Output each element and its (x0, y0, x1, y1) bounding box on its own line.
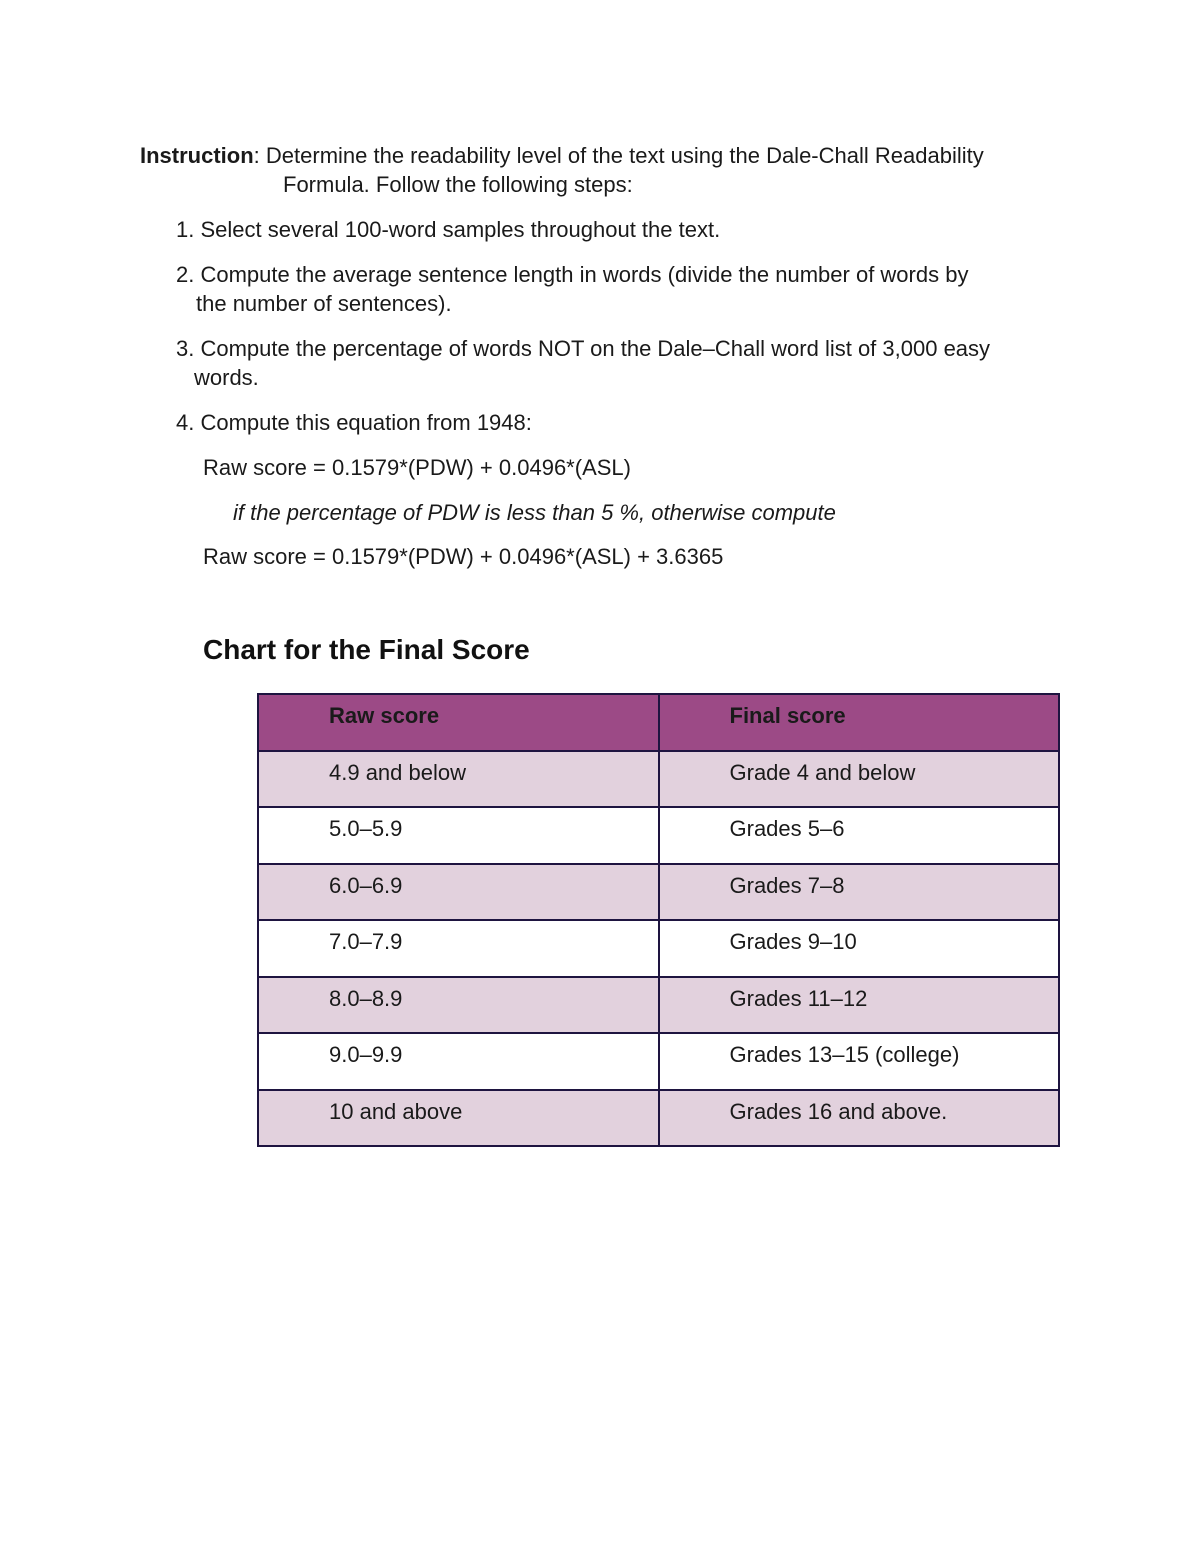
raw-score-cell: 4.9 and below (258, 751, 659, 808)
step-4: 4. Compute this equation from 1948: (176, 410, 532, 435)
table-row (258, 751, 1059, 808)
final-score-cell: Grade 4 and below (659, 751, 1060, 808)
table-row (258, 920, 1059, 977)
instruction-text-1: : Determine the readability level of the text using the Dale-Chall Readability (253, 143, 984, 168)
raw-score-cell: 10 and above (258, 1090, 659, 1147)
final-score-cell: Grades 5–6 (659, 807, 1060, 864)
header-raw-score: Raw score (258, 694, 659, 751)
table-row (258, 1090, 1059, 1147)
raw-score-cell: 7.0–7.9 (258, 920, 659, 977)
formula-condition: if the percentage of PDW is less than 5 %, otherwise compute (233, 500, 836, 525)
final-score-table (257, 693, 1060, 1147)
step-3-line-1: 3. Compute the percentage of words NOT on the Dale–Chall word list of 3,000 easy (176, 336, 991, 361)
instruction-line-2: Formula. Follow the following steps: (283, 172, 633, 197)
final-score-cell: Grades 16 and above. (659, 1090, 1060, 1147)
final-score-cell: Grades 7–8 (659, 864, 1060, 921)
instruction-line-1 (140, 142, 984, 170)
header-final-score: Final score (659, 694, 1060, 751)
final-score-cell: Grades 11–12 (659, 977, 1060, 1034)
formula-2: Raw score = 0.1579*(PDW) + 0.0496*(ASL) + 3.6365 (203, 544, 724, 569)
step-2-line-2: the number of sentences). (196, 291, 452, 316)
final-score-cell: Grades 9–10 (659, 920, 1060, 977)
step-1: 1. Select several 100-word samples throughout the text. (176, 217, 721, 242)
table-header-row (258, 694, 1059, 751)
raw-score-cell: 8.0–8.9 (258, 977, 659, 1034)
table-row (258, 977, 1059, 1034)
instruction-label: Instruction (140, 143, 254, 168)
table-row (258, 1033, 1059, 1090)
chart-title: Chart for the Final Score (203, 634, 530, 665)
raw-score-cell: 5.0–5.9 (258, 807, 659, 864)
formula-1: Raw score = 0.1579*(PDW) + 0.0496*(ASL) (203, 455, 631, 480)
step-2-line-1: 2. Compute the average sentence length in words (divide the number of words by (176, 262, 969, 287)
raw-score-cell: 6.0–6.9 (258, 864, 659, 921)
table-row (258, 864, 1059, 921)
step-3-line-2: words. (194, 365, 259, 390)
table-row (258, 807, 1059, 864)
raw-score-cell: 9.0–9.9 (258, 1033, 659, 1090)
final-score-cell: Grades 13–15 (college) (659, 1033, 1060, 1090)
